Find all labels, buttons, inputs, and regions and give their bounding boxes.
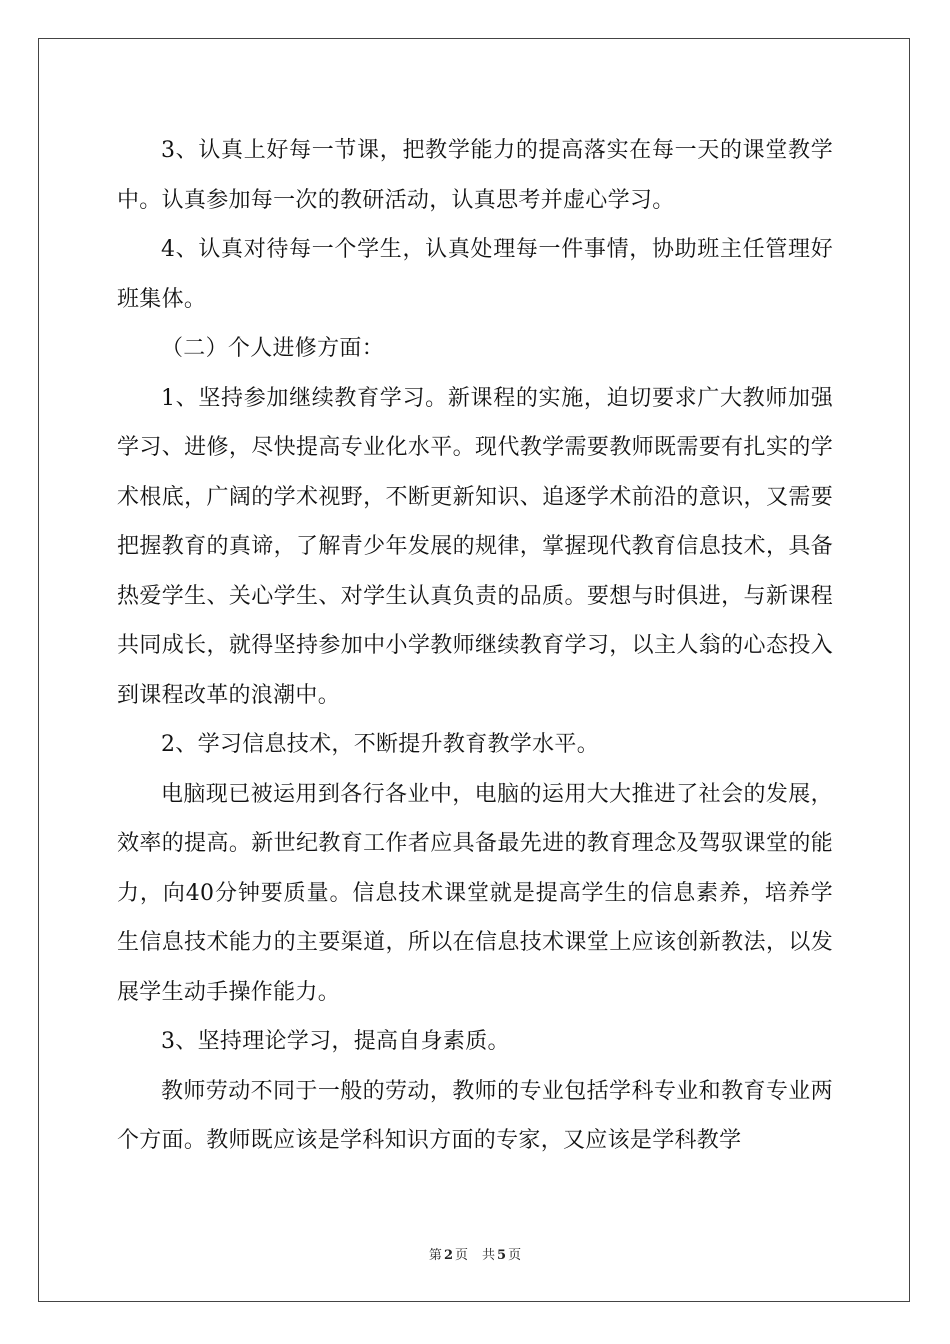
paragraph: 2、学习信息技术，不断提升教育教学水平。 (161, 732, 599, 757)
paragraph: 电脑现已被运用到各行各业中，电脑的运用大大推进了社会的发展，效率的提高。新世纪教育工作者应具备最先进的教育理念及驾驭课堂的能力，向40分钟要质量。信息技术课堂就是提高学生的信息素养，培养学生信息技术能力的主要渠道，所以在信息技术课堂上应该创新教法，以发展学生动手操作能力。 (117, 781, 833, 1005)
total-prefix: 共 (482, 1248, 496, 1263)
section-heading: （二）个人进修方面： (161, 336, 385, 361)
page-footer (0, 1248, 950, 1264)
paragraph: 1、坚持参加继续教育学习。新课程的实施，迫切要求广大教师加强学习、进修，尽快提高专业化水平。现代教学需要教师既需要有扎实的学术根底，广阔的学术视野，不断更新知识、追逐学术前沿的意识，又需要把握教育的真谛，了解青少年发展的规律，掌握现代教育信息技术，具备热爱学生、关心学生、对学生认真负责的品质。要想与时俱进，与新课程共同成长，就得坚持参加中小学教师继续教育学习，以主人翁的心态投入到课程改革的浪潮中。 (117, 385, 833, 708)
total-suffix: 页 (508, 1248, 522, 1263)
page-prefix: 第 (428, 1248, 442, 1263)
page-current: 2 (443, 1248, 453, 1263)
paragraph: 4、认真对待每一个学生，认真处理每一件事情，协助班主任管理好班集体。 (117, 237, 833, 312)
page-suffix: 页 (454, 1248, 468, 1263)
document-body (117, 126, 833, 1166)
paragraph: 3、坚持理论学习，提高自身素质。 (161, 1029, 510, 1054)
page-total: 5 (497, 1248, 507, 1263)
paragraph: 3、认真上好每一节课，把教学能力的提高落实在每一天的课堂教学中。认真参加每一次的教研活动，认真思考并虚心学习。 (117, 138, 833, 213)
paragraph: 教师劳动不同于一般的劳动，教师的专业包括学科专业和教育专业两个方面。教师既应该是学科知识方面的专家，又应该是学科教学 (117, 1078, 833, 1153)
